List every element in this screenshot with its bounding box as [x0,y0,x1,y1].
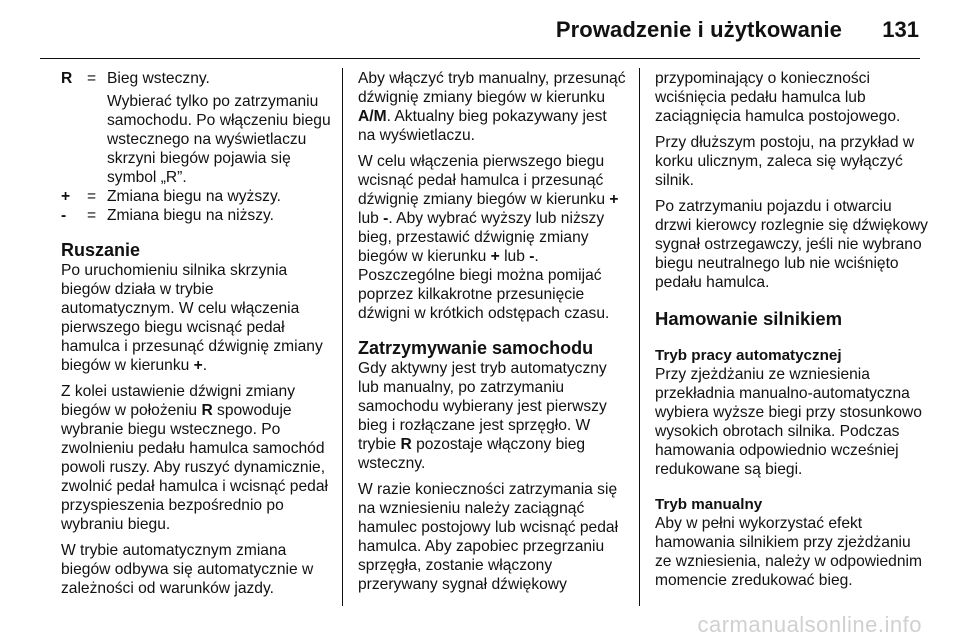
column-1 [61,69,331,605]
definition-key: R [61,70,73,87]
page-header [0,0,960,58]
section-heading-hamowanie: Hamowanie silnikiem [655,308,843,329]
definition-text: Bieg wsteczny. [107,70,210,87]
section-heading-zatrzymywanie: Zatrzymywanie samochodu [358,338,594,358]
definition-r-detail: Wybierać tylko po zatrzymaniu samochodu. Po włączeniu biegu wstecznego na wyświetlaczu skrzyni biegów pojawia się symbol „R”. [107,93,331,186]
paragraph: W trybie automatycznym zmiana biegów odbywa się automatycznie w zależności od warunków jazdy. [61,542,314,597]
definition-key: - [61,207,67,224]
paragraph: Aby włączyć tryb manualny, przesunąć dźwignię zmiany biegów w kierunku A/M. Aktualny bieg pokazywany jest na wyświetlaczu. [358,70,626,144]
definition-text: Zmiana biegu na wyższy. [107,188,281,205]
watermark: carmanualsonline.info [697,612,922,637]
paragraph: W razie konieczności zatrzymania się na wzniesieniu należy zaciągnąć hamulec postojowy lub wcisnąć pedał hamulca. Aby zapobiec przegrzaniu sprzęgła, zostanie włączony przerywany sygnał dźwiękowy [358,481,619,593]
definition-row-minus [61,206,331,225]
section-heading-ruszanie: Ruszanie [61,240,141,260]
paragraph: Przy zjeżdżaniu ze wzniesienia przekładnia manualno-automatyczna wybiera wyższe biegi przy stosunkowo wysokich obrotach silnika. Podczas hamowania odpowiednio wcześniej redukowane są biegi. [655,366,922,478]
paragraph: Po uruchomieniu silnika skrzynia biegów działa w trybie automatycznym. W celu włączenia pierwszego biegu wcisnąć pedał hamulca i przesunąć dźwignię zmiany biegów w kierunku +. [61,262,323,374]
definition-equals: = [87,188,97,205]
paragraph: Z kolei ustawienie dźwigni zmiany biegów w położeniu R spowoduje wybranie biegu wstecznego. Po zwolnieniu pedału hamulca samochód powoli ruszy. Aby ruszyć dynamicznie, zwolnić pedał hamulca i wcisnąć pedał przyspieszenia bezpośrednio po wybraniu biegu. [61,383,328,533]
subheading-automatic: Tryb pracy automatycznej [655,347,842,364]
subheading-manual: Tryb manualny [655,496,763,513]
definition-equals: = [87,207,97,224]
header-divider [40,58,920,59]
paragraph: przypominający o konieczności wciśnięcia pedału hamulca lub zaciągnięcia hamulca postojowego. [655,70,901,125]
definition-text: Zmiana biegu na niższy. [107,207,274,224]
paragraph: Aby w pełni wykorzystać efekt hamowania silnikiem przy zjeżdżaniu ze wzniesienia, należy w odpowiednim momencie zredukować bieg. [655,515,922,589]
column-divider-1 [342,68,343,606]
page-number: 131 [882,17,919,42]
column-3 [655,69,930,597]
definition-equals: = [87,70,97,87]
definition-row-plus [61,187,331,206]
paragraph: Gdy aktywny jest tryb automatyczny lub manualny, po zatrzymaniu samochodu wybierany jest pierwszy bieg i rozłączane jest sprzęgło. W trybie R pozostaje włączony bieg wsteczny. [358,360,607,472]
definition-key: + [61,188,71,205]
paragraph: W celu włączenia pierwszego biegu wcisnąć pedał hamulca i przesunąć dźwignię zmiany biegów w kierunku + lub -. Aby wybrać wyższy lub niższy bieg, przestawić dźwignię zmiany biegów w kierunku + lub -. Poszczególne biegi można pomijać poprzez kilkakrotne przesunięcie dźwigni w krótkich odstępach czasu. [358,153,619,322]
paragraph: Po zatrzymaniu pojazdu i otwarciu drzwi kierowcy rozlegnie się dźwiękowy sygnał ostrzegawczy, jeśli nie wybrano biegu neutralnego lub nie wciśnięto pedału hamulca. [655,198,928,291]
column-divider-2 [639,68,640,606]
column-2 [358,69,628,601]
page-title: Prowadzenie i użytkowanie [555,17,842,42]
paragraph: Przy dłuższym postoju, na przykład w korku ulicznym, zaleca się wyłączyć silnik. [655,134,915,189]
definition-row-r [61,69,331,88]
